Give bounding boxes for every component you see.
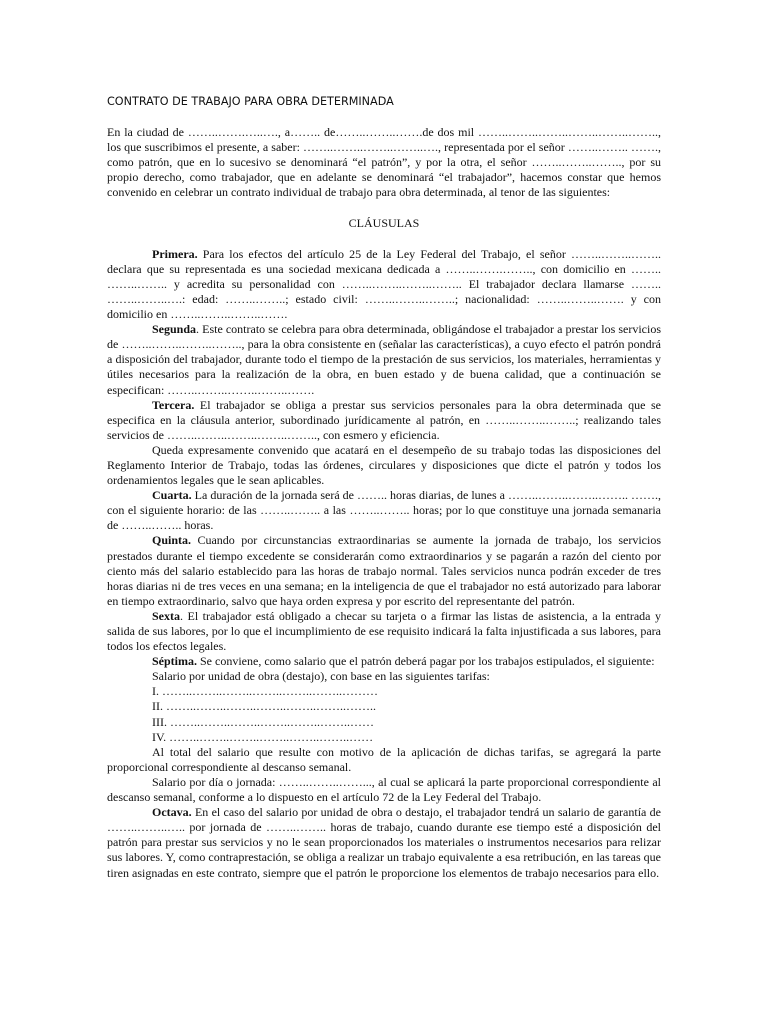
clause-text: Para los efectos del artículo 25 de la Ley Federal del Trabajo, el señor ……..……..…….. declara que su representada es una sociedad mexicana dedicada a ……..…….…….., con domicilio en …….. ……..…….. y acredita su personalidad con ……..……..……..…….. El trabajador declara llamarse …….. ……..……..….: edad: ……..……..; estado civil: ……..……..……..; nacionalidad: ……..……..……. y con domicilio en ……..……..……..…….	[107, 246, 661, 322]
clause-cuarta	[107, 488, 661, 533]
tarifa-item: II. ……..……..……..……..……..……..……..	[152, 699, 376, 714]
clause-text: La duración de la jornada será de …….. horas diarias, de lunes a ……..……..……..…….. ……., con el siguiente horario: de las ……..…….. a las ……..…….. horas; por lo que constituye una jornada semanaria de ……..…….. horas.	[107, 488, 661, 533]
clause-label: Séptima.	[152, 654, 197, 669]
intro-paragraph: En la ciudad de ……..…….…..…., a…….. de……..……..…….de dos mil ……..……..……..……..……..…….., los que suscribimos el presente, a saber: ……..……..……..……..…., representada por el señor ……..…….. ……., como patrón, que en lo sucesivo se denominará “el patrón”, y por la otra, el señor ……..……..…….., por su propio derecho, como trabajador, que en adelante se denominará “el trabajador”, hacemos constar que hemos convenido en celebrar un contrato individual de trabajo para obra determinada, al tenor de las siguientes:	[107, 125, 661, 200]
tarifa-item: I. ……..……..……..……..……..……..………	[152, 684, 378, 699]
clause-label: Primera.	[152, 246, 198, 261]
tarifa-item: IV. ……..……..……..……..……..……..……	[152, 729, 374, 744]
salary-daily-paragraph: Salario por día o jornada: ……..……..……..., al cual se aplicará la parte proporcional correspondiente al descanso semanal, conforme a lo dispuesto en el artículo 72 de la Ley Federal del Trabajo.	[107, 774, 661, 805]
clause-quinta	[107, 533, 661, 608]
clause-text: Cuando por circunstancias extraordinarias se aumente la jornada de trabajo, los servicios prestados durante el tiempo excedente se considerarán como extraordinarios y se pagarán a razón del ciento por ciento más del salario establecido para las horas de trabajo normal. Tales servicios nunca podrán exceder de tres horas diarias ni de tres veces en una semana; en la inteligencia de que el trabajador no está autorizado para laborar en tiempo extraordinario, salvo que haya orden expresa y por escrito del representante del patrón.	[107, 533, 661, 608]
clause-septima	[107, 654, 661, 669]
salary-total-paragraph: Al total del salario que resulte con motivo de la aplicación de dichas tarifas, se agregará la parte proporcional correspondiente al descanso semanal.	[107, 744, 661, 774]
clause-octava	[107, 805, 661, 880]
salary-intro: Salario por unidad de obra (destajo), con base en las siguientes tarifas:	[152, 669, 490, 684]
document-title: CONTRATO DE TRABAJO PARA OBRA DETERMINADA	[107, 95, 394, 108]
tercera-extra-paragraph: Queda expresamente convenido que acatará en el desempeño de su trabajo todas las disposiciones del Reglamento Interior de Trabajo, todas las órdenes, circulares y disposiciones que dicte el patrón y todos los ordenamientos legales que le sean aplicables.	[107, 442, 661, 488]
clause-label: Tercera.	[152, 397, 195, 412]
clause-text: El trabajador se obliga a prestar sus servicios personales para la obra determinada que se especifica en la cláusula anterior, subordinado jurídicamente al patrón, en ……..……..……..; realizando tales servicios de ……..……..……..……..…….., con esmero y eficiencia.	[107, 397, 661, 442]
clause-text: . El trabajador está obligado a checar su tarjeta o a firmar las listas de asistencia, a la entrada y salida de sus labores, por lo que el incumplimiento de ese requisito indicará la falta injustificada a sus labores, para todos los efectos legales.	[107, 608, 661, 654]
clause-label: Octava.	[152, 805, 192, 820]
clause-sexta	[107, 609, 661, 654]
clause-label: Cuarta.	[152, 488, 192, 503]
clause-label: Sexta	[152, 608, 180, 623]
contract-page	[107, 94, 661, 881]
clauses-heading: CLÁUSULAS	[348, 215, 420, 230]
clause-text: . Este contrato se celebra para obra determinada, obligándose el trabajador a prestar los servicios de ……..……..……..…….., para la obra consistente en (señalar las características), a cuyo efecto el patrón pondrá a disposición del trabajador, durante todo el tiempo de la prestación de sus servicios, los materiales, herramientas y útiles necesarios para la realización de la obra, en buen estado y de buena calidad, que a continuación se especifican: ……..……..……..……..…….	[107, 322, 661, 397]
clause-text: Se conviene, como salario que el patrón deberá pagar por los trabajos estipulados, el siguiente:	[197, 654, 655, 669]
clause-label: Quinta.	[152, 533, 192, 548]
tarifa-item: III. ……..……..……..……..……..……..……	[152, 714, 374, 729]
clause-tercera	[107, 398, 661, 443]
clause-text: En el caso del salario por unidad de obra o destajo, el trabajador tendrá un salario de garantía de ……..……..….. por jornada de ……..…….. horas de trabajo, cuando durante ese tiempo esté a disposición del patrón para prestar sus servicios y no le sean proporcionados los materiales o instrumentos necesarios para relizar sus labores. Y, como contraprestación, se obliga a realizar un trabajo equivalente a esa retribución, en las tareas que tiren asignadas en este contrato, siempre que el patrón le proporcione los elementos de trabajo necesarios para ello.	[107, 805, 661, 880]
clause-segunda	[107, 322, 661, 397]
clause-label: Segunda	[152, 322, 197, 337]
clause-primera	[107, 247, 661, 322]
